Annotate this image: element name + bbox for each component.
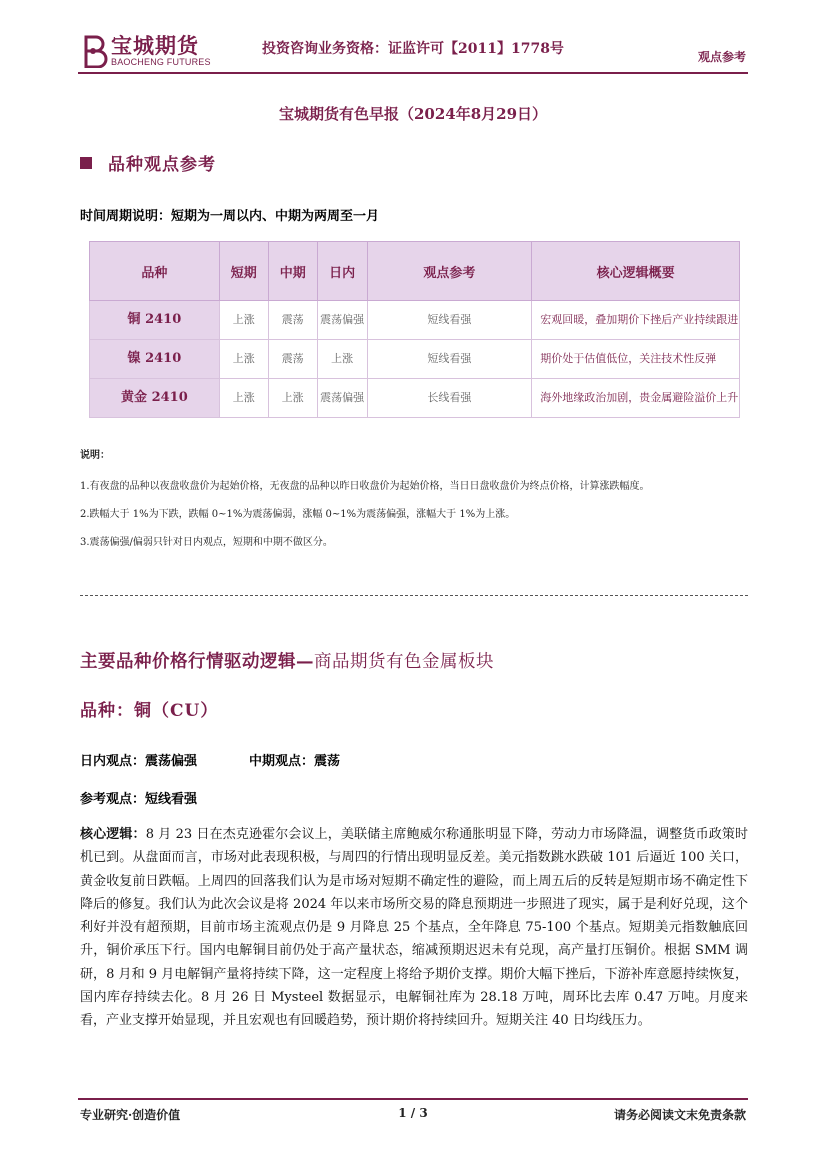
page-number: 1 / 3: [398, 1106, 428, 1120]
footer-disclaimer: 请务必阅读文末免责条款: [613, 1108, 746, 1122]
main-title-bold: 主要品种价格行情驱动逻辑—: [80, 652, 314, 672]
core-logic-paragraph: [80, 823, 748, 1033]
col-header-reference: 观点参考: [367, 242, 532, 301]
cell-reference: 长线看强: [367, 379, 532, 418]
logo-mark-icon: [82, 34, 108, 68]
table-row: [90, 340, 740, 379]
table-row: [90, 301, 740, 340]
cell-mid: 震荡: [268, 301, 317, 340]
cell-mid: 上涨: [268, 379, 317, 418]
reference-view: 参考观点：短线看强: [80, 792, 198, 807]
main-section-title: [80, 648, 494, 673]
header-divider: [78, 72, 748, 74]
col-header-variety: 品种: [90, 242, 220, 301]
header-right-label: 观点参考: [697, 50, 746, 64]
cell-intraday: 震荡偏强: [317, 379, 367, 418]
cell-variety: 黄金 2410: [90, 379, 220, 418]
col-header-short: 短期: [219, 242, 268, 301]
cell-logic: 海外地缘政治加剧，贵金属避险溢价上升: [532, 379, 740, 418]
report-title: 宝城期货有色早报（2024年8月29日）: [278, 105, 548, 123]
square-bullet-icon: [80, 157, 92, 169]
views-table: [89, 241, 740, 418]
views-line: [80, 750, 340, 769]
cell-variety: 镍 2410: [90, 340, 220, 379]
main-title-light: 商品期货有色金属板块: [314, 652, 494, 672]
section-heading: [80, 150, 216, 175]
license-text: 投资咨询业务资格：证监许可【2011】1778号: [262, 41, 564, 57]
section-title: 品种观点参考: [108, 155, 216, 175]
cell-short: 上涨: [219, 301, 268, 340]
dashed-divider: [80, 595, 748, 596]
cell-logic: 期价处于估值低位，关注技术性反弹: [532, 340, 740, 379]
note-item: 2.跌幅大于 1%为下跌，跌幅 0~1%为震荡偏弱，涨幅 0~1%为震荡偏强，涨幅大于 1%为上涨。: [80, 509, 516, 520]
notes-section: [80, 446, 750, 562]
cell-intraday: 震荡偏强: [317, 301, 367, 340]
cell-short: 上涨: [219, 379, 268, 418]
page-header: [0, 0, 826, 80]
cell-short: 上涨: [219, 340, 268, 379]
footer-divider: [78, 1098, 748, 1100]
cell-mid: 震荡: [268, 340, 317, 379]
company-logo: [82, 34, 211, 68]
cell-reference: 短线看强: [367, 340, 532, 379]
table-row: [90, 379, 740, 418]
col-header-logic: 核心逻辑概要: [532, 242, 740, 301]
footer-slogan: 专业研究·创造价值: [80, 1108, 181, 1122]
intraday-view: 日内观点：震荡偏强: [80, 754, 198, 769]
cell-variety: 铜 2410: [90, 301, 220, 340]
cell-intraday: 上涨: [317, 340, 367, 379]
variety-heading: 品种：铜（CU）: [80, 701, 219, 721]
mid-view: 中期观点：震荡: [249, 754, 341, 769]
notes-title: 说明：: [80, 450, 110, 461]
cell-reference: 短线看强: [367, 301, 532, 340]
table-header-row: [90, 242, 740, 301]
col-header-mid: 中期: [268, 242, 317, 301]
logo-cn: 宝城期货: [111, 33, 199, 58]
note-item: 3.震荡偏强/偏弱只针对日内观点，短期和中期不做区分。: [80, 537, 333, 548]
core-logic-text: 8 月 23 日在杰克逊霍尔会议上，美联储主席鲍威尔称通胀明显下降，劳动力市场降温，调整货币政策时机已到。从盘面而言，市场对此表现积极，与周四的行情出现明显反差。美元指数跳水跌破 101 后逼近 100 关口，黄金收复前日跌幅。上周四的回落我们认为是市场对短期不确定性的避险，而上周五后的反转是短期市场不确定性下降后的修复。我们认为此次会议是将 2024 年以来市场所交易的降息预期进一步照进了现实，属于是利好兑现，这个利好并没有超预期，目前市场主流观点仍是 9 月降息 25 个基点，全年降息 75-100 个基点。短期美元指数触底回升，铜价承压下行。国内电解铜目前仍处于高产量状态，缩减预期迟迟未有兑现，高产量打压铜价。根据 SMM 调研，8 月和 9 月电解铜产量将持续下降，这一定程度上将给予期价支撑。期价大幅下挫后，下游补库意愿持续恢复，国内库存持续去化。8 月 26 日 Mysteel 数据显示，电解铜社库为 28.18 万吨，周环比去库 0.47 万吨。月度来看，产业支撑开始显现，并且宏观也有回暖趋势，预计期价将持续回升。短期关注 40 日均线压力。: [80, 827, 748, 1029]
logo-en: BAOCHENG FUTURES: [111, 57, 211, 67]
cell-logic: 宏观回暖，叠加期价下挫后产业持续跟进: [532, 301, 740, 340]
col-header-intraday: 日内: [317, 242, 367, 301]
period-note: 时间周期说明：短期为一周以内、中期为两周至一月: [80, 209, 380, 224]
core-logic-label: 核心逻辑：: [80, 827, 146, 842]
note-item: 1.有夜盘的品种以夜盘收盘价为起始价格，无夜盘的品种以昨日收盘价为起始价格，当日日盘收盘价为终点价格，计算涨跌幅度。: [80, 481, 650, 492]
